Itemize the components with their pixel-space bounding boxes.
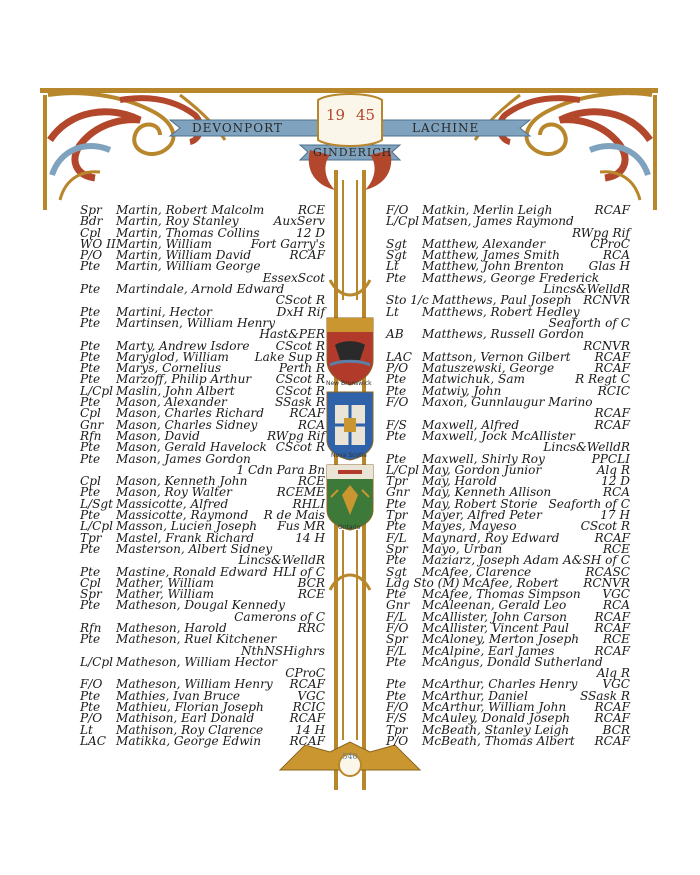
entry-unit: Fus MR [277,519,325,534]
entry-name: Mason, Kenneth John [116,474,248,489]
right-scrollwork [475,93,655,210]
entry-name: Martin, William David [116,248,252,263]
entry-name: Matwiy, John [422,383,502,398]
entry-name: McAfee, Clarence [422,564,532,579]
entry-name: Mattson, Vernon Gilbert [422,349,571,364]
entry-unit: BCR [297,575,325,590]
entry-unit: RCAF [594,349,630,364]
entry-rank: Pte [80,282,101,297]
entry-unit-continuation: 1 Cdn Para Bn [236,462,325,477]
entry-unit: Fort Garry's [250,236,325,251]
entry-name: Matheson, Harold [116,620,227,635]
entry-name: McAuley, Donald Joseph [422,711,571,726]
entry-unit: RCAF [594,620,630,635]
entry-unit: RCAF [594,733,630,748]
entry-rank: Pte [80,632,101,647]
entry-rank: Pte [386,654,407,669]
entry-rank: Lt [80,722,93,737]
entry-name: McArthur, Daniel [422,688,528,703]
entry-rank: Bdr [80,214,103,229]
entry-name: McArthur, Charles Henry [422,677,578,692]
entry-rank: Spr [386,541,408,556]
entry-name: Massicotte, Raymond [116,508,249,523]
entry-rank: L/Cpl [80,654,113,669]
entry-name: Marzoff, Philip Arthur [116,372,252,387]
entry-name: Martin, Roy Stanley [116,214,239,229]
entry-rank: Cpl [80,406,101,421]
entry-name: Matikka, George Edwin [116,733,262,748]
entry-name: Massicotte, Alfred [116,496,229,511]
entry-rank: LAC [80,733,107,748]
entry-rank: L/Sgt [80,496,113,511]
entry-name: McBeath, Stanley Leigh [422,722,570,737]
entry-rank: Pte [386,270,407,285]
entry-name: May, Robert Storie [422,496,538,511]
entry-rank: Lt [386,304,399,319]
entry-rank: Rfn [80,428,102,443]
entry-unit: Seaforth of C [548,496,630,511]
entry-name: Mastine, Ronald Edward [116,564,268,579]
entry-unit: 12 D [296,225,325,240]
entry-rank: Pte [386,519,407,534]
entry-unit: RCA [297,417,325,432]
entry-name: Maziarz, Joseph Adam [422,553,559,568]
entry-unit: R de Mais [263,508,325,523]
entry-unit: VGC [602,587,630,602]
entry-rank: Pte [80,338,101,353]
entry-unit: RCEME [276,485,325,500]
entry-name: Martini, Hector [116,304,212,319]
entry-rank: Ldg Sto (M) [386,575,460,590]
entry-rank: P/O [386,733,409,748]
entry-unit: RCAF [289,677,325,692]
entry-name: Martin, William George [116,259,261,274]
entry-rank: F/O [386,395,409,410]
entry-name: Mason, James Gordon [116,451,251,466]
entry-name: Matthew, John Brenton [422,259,564,274]
entry-name: McAleenan, Gerald Leo [422,598,567,613]
entry-rank: Pte [80,688,101,703]
entry-name: Mathies, Ivan Bruce [116,688,241,703]
year-left: 19 [326,106,346,124]
crest-label-new-brunswick: New Brunswick [326,380,372,387]
crest-label-ontario: Ontario [338,524,361,531]
left-scrollwork [45,93,225,210]
entry-rank: Pte [80,598,101,613]
entry-rank: Spr [80,203,102,217]
entry-rank: Pte [80,564,101,579]
entry-name: McAllister, John Carson [422,609,567,624]
entry-unit-continuation: NthNSHighrs [240,643,325,658]
entry-name: Martindale, Arnold Edward [116,282,285,297]
crest-label-nova-scotia: Nova Scotia [331,452,367,459]
crest-nova-scotia [327,392,373,460]
entry-name: Mason, Charles Richard [116,406,264,421]
entry-unit: PPCLI [591,451,630,466]
entry-unit-continuation: EssexScot [262,270,325,285]
entry-name: Mathison, Earl Donald [116,711,255,726]
left-name-column [80,205,325,747]
entry-rank: F/L [386,643,407,658]
entry-name: McAfee, Robert [462,575,559,590]
entry-name: Maxwell, Jock McAllister [422,428,575,443]
entry-unit-continuation: Seaforth of C [548,315,630,330]
entry-rank: F/O [386,203,409,217]
entry-unit-continuation: RWpg Rif [571,225,630,240]
entry-unit: RCIC [597,383,630,398]
entry-unit: RCAF [594,643,630,658]
entry-rank: P/O [80,248,103,263]
entry-rank: Tpr [80,530,102,545]
entry-rank: Pte [80,508,101,523]
entry-name: McAngus, Donald Sutherland [422,654,603,669]
entry-unit-continuation: Lincs&WelldR [543,282,630,297]
entry-unit: 17 H [600,508,630,523]
entry-name: Martinsen, William Henry [116,315,276,330]
entry-unit: BCR [602,722,630,737]
entry-unit: DxH Rif [276,304,325,319]
entry-rank: L/Cpl [80,519,113,534]
entry-name: Matkin, Merlin Leigh [422,203,553,217]
entry-unit: RCAF [594,609,630,624]
entry-unit: CScot R [275,338,325,353]
entry-unit: AuxServ [273,214,325,229]
entry-unit: RCAF [594,530,630,545]
entry-rank: Pte [386,428,407,443]
entry-name: Mastel, Frank Richard [116,530,254,545]
entry-rank: Pte [80,440,101,455]
entry-rank: Lt [386,259,399,274]
entry-rank: Pte [80,259,101,274]
entry-name: Martin, William [116,236,212,251]
entry-rank: Pte [386,553,407,568]
entry-name: Maynard, Roy Edward [422,530,560,545]
entry-name: Matheson, Dougal Kennedy [116,598,285,613]
top-gold-bar [40,88,658,93]
entry-unit-continuation: Hast&PER [259,327,325,342]
entry-name: Matheson, William Henry [116,677,273,692]
entry-name: Matthews, George Frederick [422,270,600,285]
entry-unit: SSask R [579,688,630,703]
entry-rank: Cpl [80,225,101,240]
entry-name: Matthews, Russell Gordon [422,327,585,342]
entry-name: Masterson, Albert Sidney [116,541,273,556]
entry-name: Martin, Thomas Collins [116,225,260,240]
entry-rank: P/O [80,711,103,726]
entry-unit: RCAF [594,361,630,376]
entry-rank: Pte [80,485,101,500]
entry-rank: P/O [386,361,409,376]
entry-rank: Sgt [386,248,407,263]
entry-unit-continuation: Alq R [596,666,630,681]
entry-rank: Pte [386,372,407,387]
entry-rank: Sgt [386,236,407,251]
entry-unit: VGC [297,688,325,703]
entry-name: Marty, Andrew Isdore [116,338,250,353]
entry-rank: Pte [80,395,101,410]
entry-rank: Pte [80,541,101,556]
entry-rank: Gnr [80,417,104,432]
entry-unit: RCAF [289,733,325,748]
entry-rank: Sgt [386,564,407,579]
entry-name: Mathison, Roy Clarence [116,722,264,737]
entry-unit: RCNVR [583,293,630,308]
entry-name: Matthew, James Smith [422,248,560,263]
entry-name: Mayo, Urban [422,541,503,556]
entry-name: Mason, Roy Walter [116,485,232,500]
entry-unit: A&SH of C [562,553,630,568]
entry-rank: Sto 1/c [386,293,429,308]
entry-rank: L/Cpl [386,462,419,477]
entry-rank: Gnr [386,598,410,613]
entry-name: McAfee, Thomas Simpson [422,587,581,602]
entry-rank: WO II [80,236,116,251]
entry-rank: F/S [386,417,407,432]
entry-name: Mathieu, Florian Joseph [116,700,264,715]
entry-name: McAllister, Vincent Paul [422,620,569,635]
entry-name: Matheson, William Hector [116,654,277,669]
entry-name: Matheson, Ruel Kitchener [116,632,277,647]
crest-new-brunswick [327,318,373,385]
entry-unit: RCIC [292,700,325,715]
entry-name: Masson, Lucien Joseph [116,519,258,534]
entry-rank: L/Cpl [80,383,113,398]
entry-unit: 12 D [601,474,630,489]
entry-rank: AB [386,327,404,342]
entry-rank: Pte [80,361,101,376]
entry-rank: F/O [386,700,409,715]
entry-unit-continuation: Lincs&WelldR [238,553,325,568]
entry-unit: RCAF [594,203,630,217]
ribbon-left-text: DEVONPORT [192,121,283,135]
entry-unit: RCE [297,587,325,602]
entry-name: Mason, Charles Sidney [116,417,258,432]
entry-unit: RCE [602,541,630,556]
entry-unit: HLI of C [272,564,325,579]
entry-unit: 14 H [295,722,325,737]
entry-name: Mason, Gerald Havelock [116,440,267,455]
entry-name: McBeath, Thomas Albert [422,733,575,748]
entry-unit: RCE [297,474,325,489]
entry-name: May, Gordon Junior [422,462,542,477]
entry-rank: Rfn [80,620,102,635]
entry-name: Maxwell, Alfred [422,417,520,432]
entry-unit: 14 H [295,530,325,545]
entry-name: Matthews, Paul Joseph [431,293,572,308]
entry-unit: CScot R [580,519,630,534]
entry-rank: Pte [386,496,407,511]
entry-unit: RCA [602,485,630,500]
entry-unit: Alq R [596,462,630,477]
entry-rank: Pte [386,688,407,703]
entry-unit: Perth R [278,361,325,376]
entry-rank: Pte [80,451,101,466]
entry-unit: RCA [602,248,630,263]
entry-unit: RCAF [289,711,325,726]
entry-unit: SSask R [274,395,325,410]
entry-rank: Cpl [80,575,101,590]
entry-unit: CScot R [275,440,325,455]
entry-name: Mason, Alexander [116,395,227,410]
entry-rank: F/O [80,677,103,692]
entry-rank: L/Cpl [386,214,419,229]
entry-rank: Spr [386,632,408,647]
entry-unit-continuation: Camerons of C [234,609,325,624]
entry-rank: Tpr [386,474,408,489]
crest-ontario [327,465,373,530]
entry-rank: F/L [386,530,407,545]
entry-unit: RCAF [594,417,630,432]
entry-name: Mather, William [116,575,214,590]
entry-unit: RCA [602,598,630,613]
entry-name: Matsen, James Raymond [422,214,574,229]
entry-unit-continuation: CScot R [275,293,325,308]
entry-rank: Cpl [80,474,101,489]
entry-unit-continuation: CProC [285,666,325,681]
entry-name: May, Kenneth Allison [422,485,552,500]
entry-rank: Pte [386,677,407,692]
entry-name: Mason, David [116,428,200,443]
entry-rank: Pte [386,383,407,398]
entry-name: Maslin, John Albert [116,383,235,398]
entry-rank: Tpr [386,722,408,737]
entry-rank: Pte [80,372,101,387]
entry-unit: RCAF [594,711,630,726]
entry-name: Matuszewski, George [422,361,555,376]
entry-unit: CProC [590,236,630,251]
entry-name: Matthew, Alexander [422,236,546,251]
ribbon-right-text: LACHINE [412,121,480,135]
entry-name: McAloney, Merton Joseph [422,632,580,647]
entry-unit-continuation: RCNVR [583,338,630,353]
entry-rank: Pte [80,315,101,330]
entry-unit: CScot R [275,372,325,387]
entry-rank: Pte [80,349,101,364]
entry-name: Mayer, Alfred Peter [422,508,542,523]
entry-name: Matthews, Robert Hedley [422,304,580,319]
entry-unit: RCE [297,203,325,217]
entry-name: McArthur, William John [422,700,567,715]
entry-rank: F/S [386,711,407,726]
entry-name: Mather, William [116,587,214,602]
entry-name: Maryglod, William [116,349,229,364]
entry-unit: RCASC [585,564,630,579]
entry-rank: Pte [80,304,101,319]
entry-rank: Spr [80,587,102,602]
entry-unit: RHLI [292,496,325,511]
entry-name: Maxwell, Shirly Roy [422,451,545,466]
entry-unit: Glas H [588,259,630,274]
entry-name: Martin, Robert Malcolm [116,203,265,217]
right-name-column [386,205,630,747]
entry-name: Marys, Cornelius [116,361,222,376]
entry-name: Matwichuk, Sam [422,372,526,387]
ribbon-center-text: GINDERICH [313,146,393,159]
entry-unit: RRC [297,620,325,635]
entry-unit: RCNVR [583,575,630,590]
page-number: 540 [342,752,358,761]
entry-name: Mayes, Mayeso [422,519,517,534]
roll-entry [386,654,630,669]
entry-unit: Lake Sup R [254,349,325,364]
entry-unit: RCE [602,632,630,647]
entry-name: McAlpine, Earl James [422,643,555,658]
entry-unit: RCAF [289,248,325,263]
year-right: 45 [356,106,376,124]
entry-unit: R Regt C [575,372,630,387]
entry-unit: VGC [602,677,630,692]
entry-rank: Tpr [386,508,408,523]
entry-rank: Gnr [386,485,410,500]
entry-name: Maxon, Gunnlaugur Marino [422,395,593,410]
entry-rank: F/L [386,609,407,624]
roll-entry [386,733,630,748]
entry-unit: RWpg Rif [266,428,325,443]
roll-entry [80,733,325,748]
entry-rank: Pte [80,700,101,715]
roll-entry [386,397,630,408]
entry-unit-continuation: RCAF [594,406,630,421]
entry-unit: RCAF [594,700,630,715]
entry-unit-continuation: Lincs&WelldR [543,440,630,455]
entry-rank: Pte [386,587,407,602]
entry-name: May, Harold [422,474,497,489]
entry-rank: LAC [386,349,413,364]
entry-unit: CScot R [275,383,325,398]
entry-unit: RCAF [289,406,325,421]
entry-rank: Pte [386,451,407,466]
entry-rank: F/O [386,620,409,635]
